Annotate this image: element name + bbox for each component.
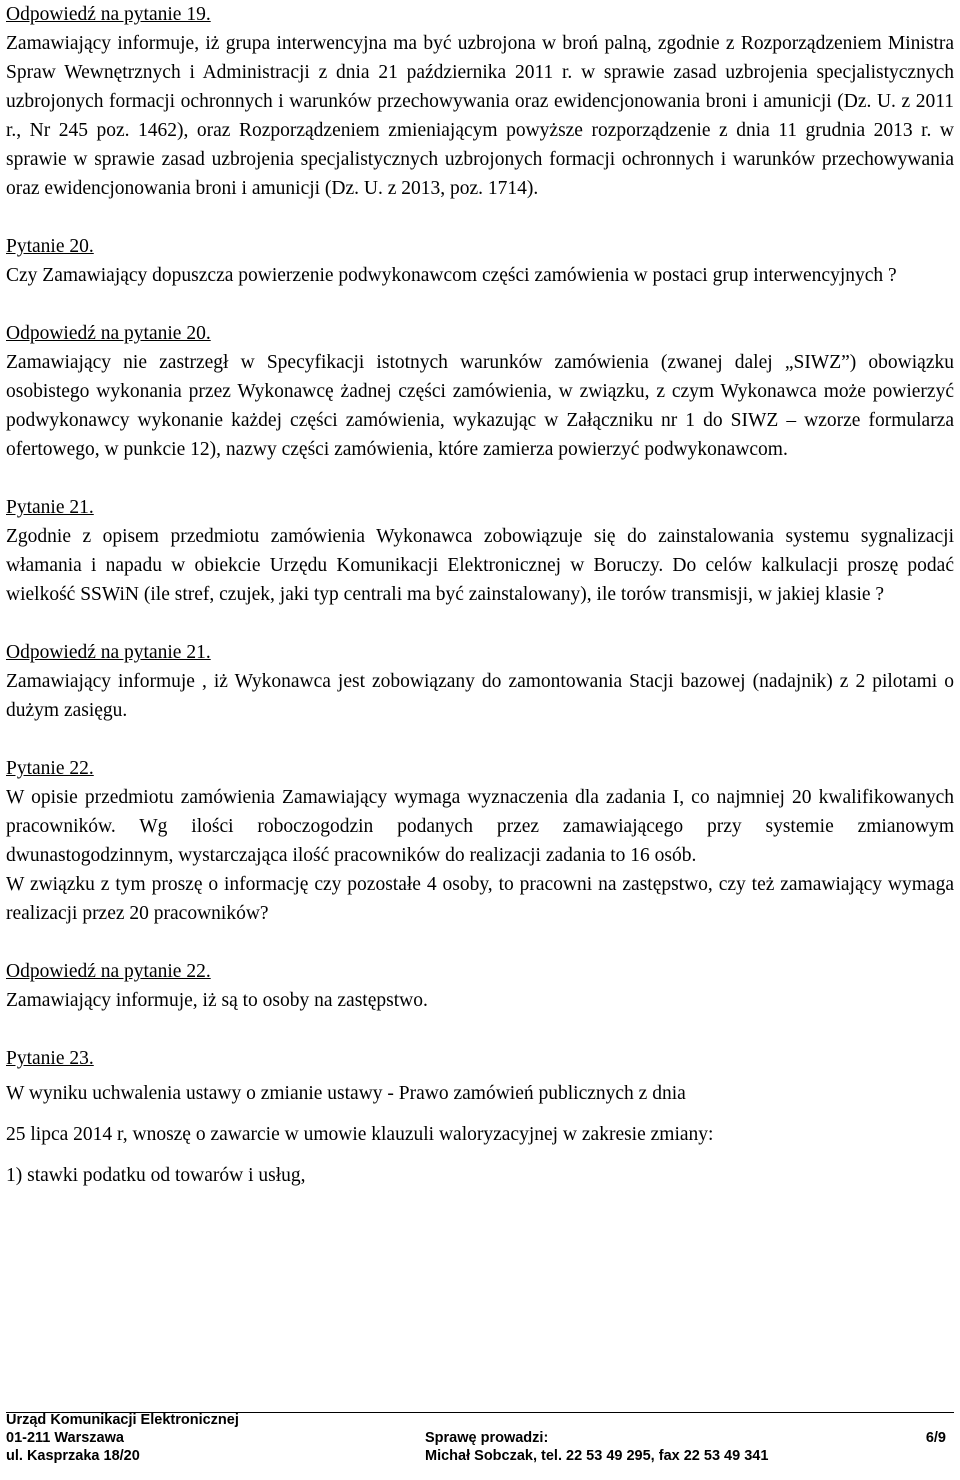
answer-20-text: Zamawiający nie zastrzegł w Specyfikacji istotnych warunków zamówienia (zwanej dalej „SIWZ”) obowiązku osobistego wykonania przez Wykonawcę żadnej części zamówienia, w związku, z czym Wykonawca może powierzyć podwykonawcy wykonanie każdej części zamówienia, wykazując w Załączniku nr 1 do SIWZ – wzorze formularza ofertowego, w punkcie 12), nazwy części zamówienia, które zamierza powierzyć podwykonawcom. <box>6 352 954 460</box>
question-20-text: Czy Zamawiający dopuszcza powierzenie podwykonawcom części zamówienia w postaci grup interwencyjnych ? <box>6 265 897 286</box>
spacer <box>6 464 954 493</box>
spacer <box>6 928 954 957</box>
question-22-text-1: W opisie przedmiotu zamówienia Zamawiający wymaga wyznaczenia dla zadania I, co najmniej 20 kwalifikowanych pracowników. Wg ilości roboczogodzin podanych przez zamawiającego przy systemie zmianowym dwunastogodzinnym, wystarczająca ilość pracowników do realizacji zadania to 16 osób. <box>6 787 954 866</box>
answer-20-heading: Odpowiedź na pytanie 20. <box>6 323 211 344</box>
question-23-line-2: 25 lipca 2014 r, wnoszę o zawarcie w umowie klauzuli waloryzacyjnej w zakresie zmiany: <box>6 1124 714 1145</box>
question-21-section <box>6 493 954 609</box>
question-21-text: Zgodnie z opisem przedmiotu zamówienia Wykonawca zobowiązuje się do zainstalowania systemu sygnalizacji włamania i napadu w obiekcie Urzędu Komunikacji Elektronicznej w Boruczy. Do celów kalkulacji proszę podać wielkość SSWiN (ile stref, czujek, jaki typ centrali ma być zainstalowany), ile torów transmisji, w jakiej klasie ? <box>6 526 954 605</box>
question-23-line-3: 1) stawki podatku od towarów i usług, <box>6 1165 306 1186</box>
question-22-text-2: W związku z tym proszę o informację czy pozostałe 4 osoby, to pracowni na zastępstwo, czy też zamawiający wymaga realizacji przez 20 pracowników? <box>6 874 954 924</box>
answer-19-heading: Odpowiedź na pytanie 19. <box>6 4 211 25</box>
answer-19-text: Zamawiający informuje, iż grupa interwencyjna ma być uzbrojona w broń palną, zgodnie z Rozporządzeniem Ministra Spraw Wewnętrznych i Administracji z dnia 21 października 2011 r. w sprawie zasad uzbrojenia specjalistycznych uzbrojonych formacji ochronnych i warunków przechowywania oraz ewidencjonowania broni i amunicji (Dz. U. z 2011 r., Nr 245 poz. 1462), oraz Rozporządzeniem zmieniającym powyższe rozporządzenie z dnia 11 grudnia 2013 r. w sprawie w sprawie zasad uzbrojenia specjalistycznych uzbrojonych formacji ochronnych i warunków przechowywania oraz ewidencjonowania broni i amunicji (Dz. U. z 2013, poz. 1714). <box>6 33 954 199</box>
question-20-heading: Pytanie 20. <box>6 236 94 257</box>
footer-divider <box>6 1412 954 1413</box>
answer-22-text: Zamawiający informuje, iż są to osoby na zastępstwo. <box>6 990 428 1011</box>
answer-20-section <box>6 319 954 464</box>
footer-handled-by: Michał Sobczak, tel. 22 53 49 295, fax 22 53 49 341 <box>425 1448 769 1464</box>
answer-21-heading: Odpowiedź na pytanie 21. <box>6 642 211 663</box>
question-22-section <box>6 754 954 928</box>
answer-19-section <box>6 0 954 203</box>
spacer <box>6 1015 954 1044</box>
question-21-heading: Pytanie 21. <box>6 497 94 518</box>
spacer <box>6 203 954 232</box>
question-23-line-1: W wyniku uchwalenia ustawy o zmianie ustawy - Prawo zamówień publicznych z dnia <box>6 1083 686 1104</box>
question-22-heading: Pytanie 22. <box>6 758 94 779</box>
answer-22-section <box>6 957 954 1015</box>
spacer <box>6 290 954 319</box>
answer-21-text: Zamawiający informuje , iż Wykonawca jest zobowiązany do zamontowania Stacji bazowej (nadajnik) z 2 pilotami o dużym zasięgu. <box>6 671 954 721</box>
footer-postal: 01-211 Warszawa <box>6 1430 124 1446</box>
document-body <box>6 0 954 1196</box>
spacer <box>6 725 954 754</box>
question-23-section <box>6 1044 954 1196</box>
footer-handled-by-label: Sprawę prowadzi: <box>425 1430 549 1446</box>
footer-row-3 <box>6 1447 954 1465</box>
question-23-heading: Pytanie 23. <box>6 1048 94 1069</box>
answer-21-section <box>6 638 954 725</box>
page-footer <box>6 1411 954 1465</box>
question-20-section <box>6 232 954 290</box>
footer-street: ul. Kasprzaka 18/20 <box>6 1448 140 1464</box>
footer-page-number: 6/9 <box>925 1430 946 1446</box>
footer-row-2 <box>6 1429 954 1447</box>
footer-org-name: Urząd Komunikacji Elektronicznej <box>6 1412 239 1428</box>
answer-22-heading: Odpowiedź na pytanie 22. <box>6 961 211 982</box>
spacer <box>6 609 954 638</box>
footer-row-1 <box>6 1411 954 1429</box>
